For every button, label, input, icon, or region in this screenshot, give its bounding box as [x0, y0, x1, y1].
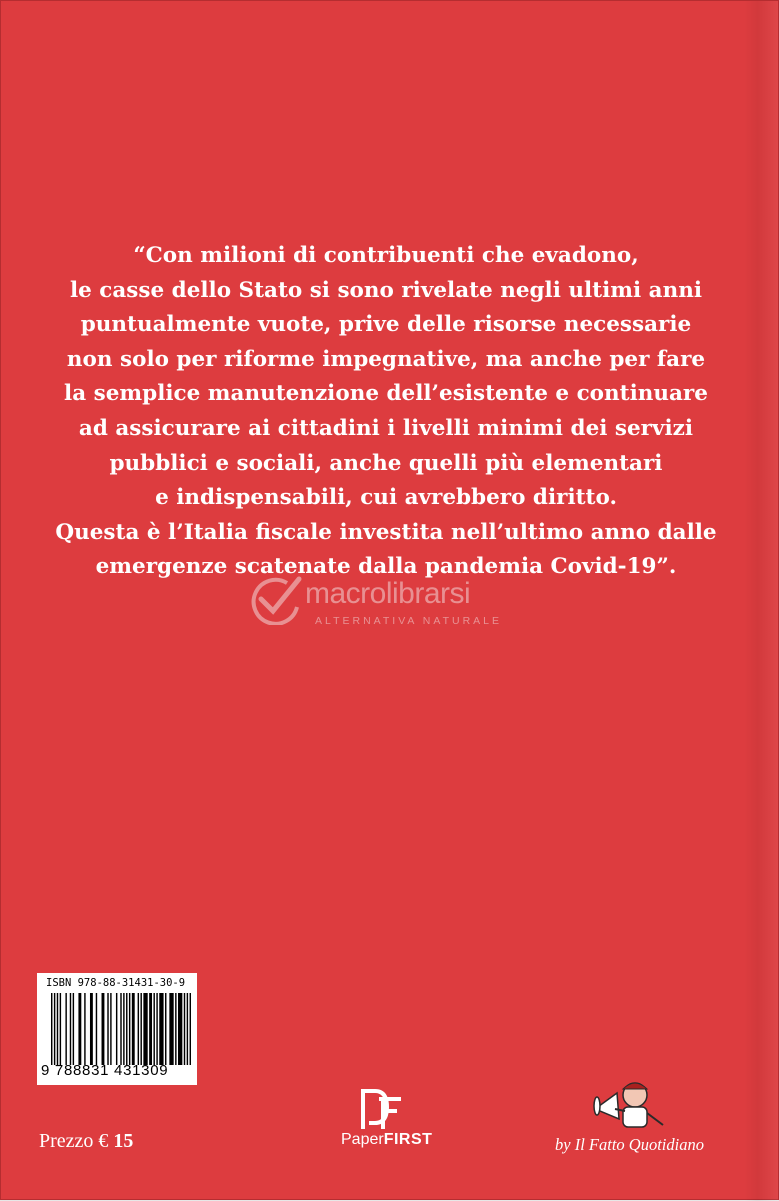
barcode-bar	[184, 993, 185, 1065]
quote-line: pubblici e sociali, anche quelli più elementari	[109, 450, 663, 476]
barcode-bar	[149, 993, 152, 1065]
quote-line: non solo per riforme impegnative, ma anche per fare	[66, 346, 706, 372]
barcode-bar	[153, 993, 154, 1065]
byline: by Il Fatto Quotidiano	[555, 1135, 704, 1154]
publisher-name	[341, 1131, 432, 1149]
barcode-bar	[132, 993, 135, 1065]
price-value: 15	[113, 1130, 134, 1152]
quote-line: puntualmente vuote, prive delle risorse necessarie	[80, 312, 692, 338]
barcode-bar	[138, 993, 139, 1065]
quote-line: emergenze scatenate dalla pandemia Covid-19”.	[95, 554, 677, 580]
barcode-bar	[126, 993, 127, 1065]
barcode-label	[37, 973, 197, 1085]
barcode-bar	[129, 993, 130, 1065]
barcode-bar	[51, 993, 52, 1065]
barcode-bar	[143, 993, 147, 1065]
barcode-bar	[54, 993, 55, 1065]
price	[39, 1130, 133, 1153]
quote-line: ad assicurare ai cittadini i livelli minimi dei servizi	[78, 415, 694, 441]
cover-edge-shading	[744, 1, 778, 1201]
publisher-name-regular: Paper	[341, 1131, 384, 1148]
barcode-bar	[90, 993, 93, 1065]
barcode-bar	[116, 993, 117, 1065]
macrolibrarsi-watermark	[247, 573, 547, 633]
megaphone-mascot-icon	[593, 1079, 669, 1131]
barcode-bar	[60, 993, 61, 1065]
barcode-bar	[102, 993, 105, 1065]
barcode-bar	[140, 993, 141, 1065]
barcode-bar	[187, 993, 188, 1065]
barcode-bar	[123, 993, 124, 1065]
quote-line: Questa è l’Italia fiscale investita nell’ultimo anno dalle	[55, 519, 717, 545]
paperfirst-logo-icon	[357, 1089, 405, 1131]
barcode-bar	[165, 993, 166, 1065]
barcode-bar	[70, 993, 71, 1065]
price-label: Prezzo €	[39, 1130, 109, 1152]
barcode-bar	[107, 993, 108, 1065]
barcode-bar	[57, 993, 58, 1065]
barcode-bar	[110, 993, 111, 1065]
barcode-digits: 9 788831 431309	[41, 1062, 169, 1079]
barcode-bar	[78, 993, 81, 1065]
barcode-bar	[73, 993, 74, 1065]
quote-line: “Con milioni di contribuenti che evadono,	[133, 243, 639, 268]
barcode-bar	[175, 993, 176, 1065]
barcode-bar	[169, 993, 173, 1065]
barcode-bar	[96, 993, 97, 1065]
quote-line: la semplice manutenzione dell’esistente e continuare	[64, 381, 708, 407]
barcode-bar	[159, 993, 163, 1065]
barcode-bar	[65, 993, 66, 1065]
quote-line: le casse dello Stato si sono rivelate negli ultimi anni	[69, 277, 703, 303]
barcode-bar	[156, 993, 157, 1065]
barcode-bar	[178, 993, 182, 1065]
watermark-brand: macrolibrarsi	[305, 577, 471, 610]
barcode-bars	[51, 993, 191, 1065]
watermark-tagline: ALTERNATIVA NATURALE	[315, 615, 502, 627]
barcode-bar	[190, 993, 191, 1065]
blurb-quote	[41, 239, 731, 585]
barcode-bar	[120, 993, 121, 1065]
quote-line: e indispensabili, cui avrebbero diritto.	[155, 485, 617, 511]
isbn-number: ISBN 978-88-31431-30-9	[46, 977, 186, 989]
publisher-name-bold: FIRST	[383, 1131, 433, 1148]
checkmark-swoosh-icon	[247, 573, 303, 625]
barcode-bar	[84, 993, 85, 1065]
